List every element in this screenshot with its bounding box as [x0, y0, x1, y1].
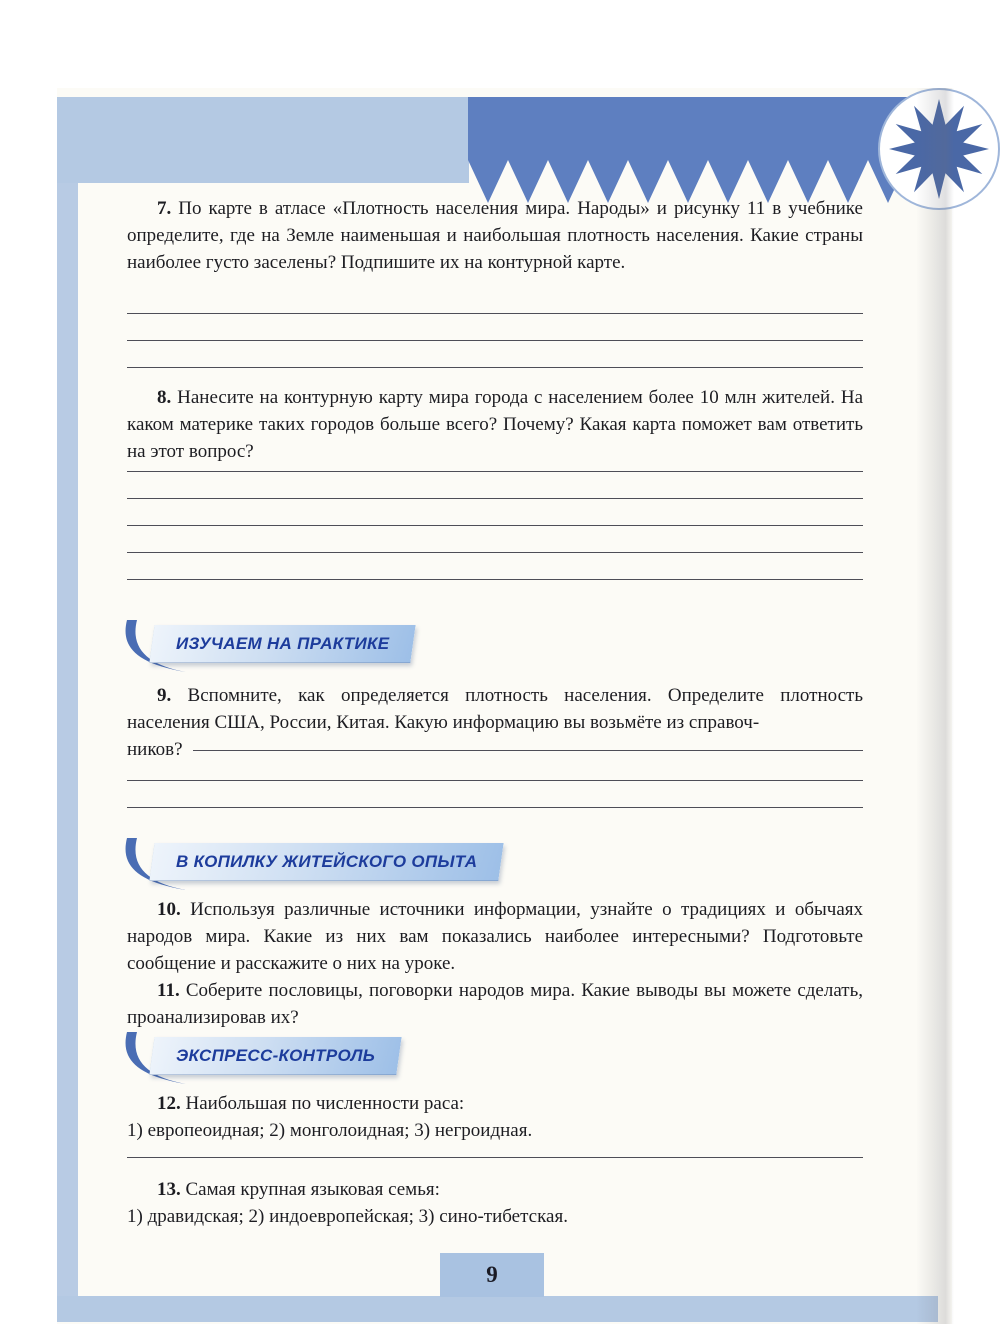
- banner-plate: [149, 1037, 401, 1075]
- top-light-band: [57, 97, 469, 183]
- task-11: [127, 977, 863, 1031]
- answer-line: [127, 579, 863, 580]
- task-9: [127, 682, 863, 763]
- answer-line: [127, 552, 863, 553]
- task-number: 8.: [157, 387, 172, 408]
- answer-line: [127, 313, 863, 314]
- task-text: Соберите пословицы, поговорки народов мира. Какие выводы вы можете сделать, проанализировав их?: [127, 980, 863, 1028]
- answer-line: [127, 471, 863, 472]
- task-10: [127, 896, 863, 977]
- task-7: [127, 195, 863, 276]
- task-number: 12.: [157, 1093, 181, 1114]
- task-text: Нанесите на контурную карту мира города с населением более 10 млн жителей. На каком материке таких городов больше всего? Почему? Какая карта поможет вам ответить на этот вопрос?: [127, 387, 863, 462]
- answer-line: [127, 1157, 863, 1158]
- banner-plate: [149, 843, 504, 881]
- answer-line: [127, 780, 863, 781]
- task-number: 9.: [157, 685, 172, 706]
- task-number: 11.: [157, 980, 180, 1001]
- task-text-tail: ников?: [127, 739, 183, 760]
- answer-line: [193, 750, 863, 751]
- banner-label: ИЗУЧАЕМ НА ПРАКТИКЕ: [176, 633, 390, 653]
- answer-line: [127, 367, 863, 368]
- task-text: Самая крупная языковая семья:: [185, 1179, 440, 1200]
- task-8: [127, 384, 863, 465]
- task-text: Используя различные источники информации, узнайте о традициях и обычаях народов мира. Какие из них вам показались наиболее интересными? Подготовьте сообщение и расскажите о них на уроке.: [127, 899, 864, 974]
- task-text: Вспомните, как определяется плотность населения. Определите плотность населения США, России, Китая. Какую информацию вы возьмёте из справоч-: [127, 685, 863, 733]
- answer-line: [127, 498, 863, 499]
- task-options: 1) европеоидная; 2) монголоидная; 3) негроидная.: [127, 1120, 533, 1141]
- task-number: 10.: [157, 899, 181, 920]
- task-13: [127, 1176, 863, 1230]
- page-number: 9: [486, 1262, 498, 1287]
- task-text: Наибольшая по численности раса:: [185, 1093, 465, 1114]
- left-border-strip: [57, 97, 78, 1322]
- banner-label: В КОПИЛКУ ЖИТЕЙСКОГО ОПЫТА: [176, 851, 478, 871]
- page-number-box: [440, 1253, 544, 1297]
- task-number: 13.: [157, 1179, 181, 1200]
- task-number: 7.: [157, 198, 172, 219]
- answer-line: [127, 340, 863, 341]
- zigzag-band: [468, 97, 908, 203]
- task-options: 1) дравидская; 2) индоевропейская; 3) сино-тибетская.: [127, 1206, 568, 1227]
- banner-plate: [149, 625, 416, 663]
- banner-label: ЭКСПРЕСС-КОНТРОЛЬ: [176, 1045, 376, 1065]
- answer-line: [127, 525, 863, 526]
- answer-line: [127, 807, 863, 808]
- task-text: По карте в атласе «Плотность населения мира. Народы» и рисунку 11 в учебнике определите, где на Земле наименьшая и наибольшая плотность населения. Какие страны наиболее густо заселены? Подпишите их на контурной карте.: [127, 198, 863, 273]
- task-12: [127, 1090, 863, 1144]
- page-edge-shadow: [916, 88, 954, 1324]
- bottom-border-strip: [57, 1296, 938, 1322]
